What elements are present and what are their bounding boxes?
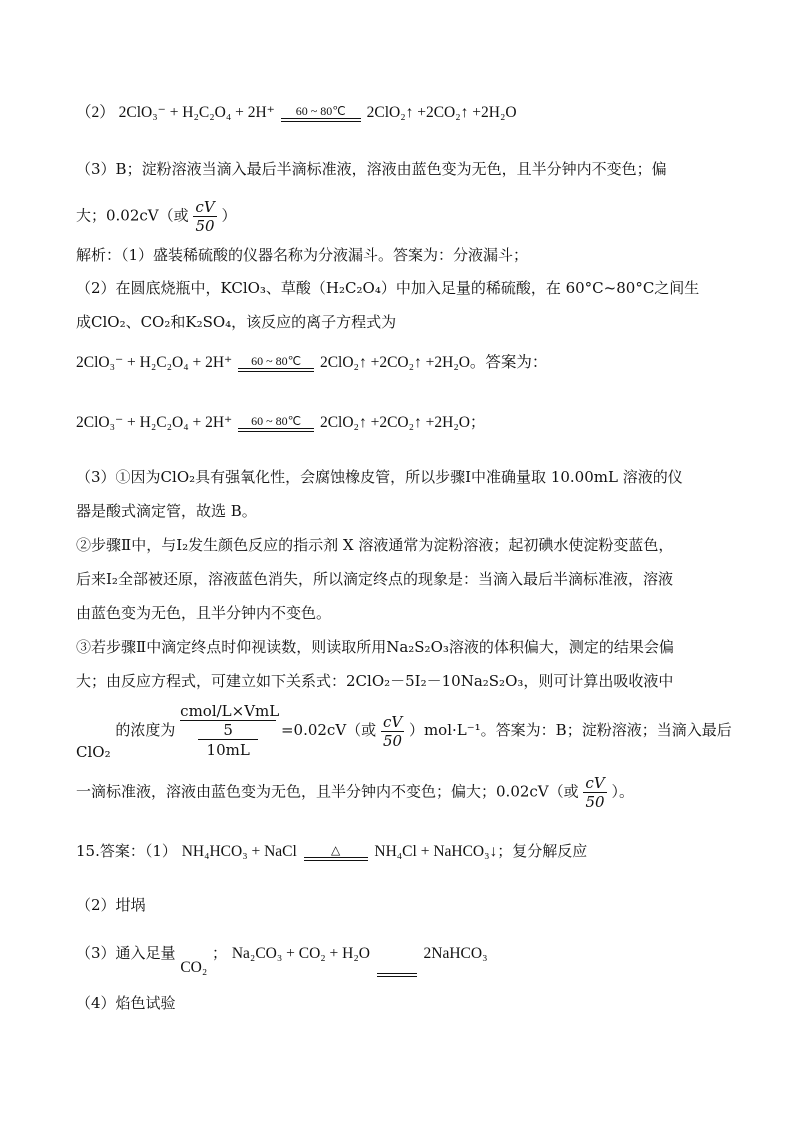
fraction: $\frac{cV}{50}$ [382, 712, 403, 750]
analysis-3-p1b: 器是酸式滴定管，故选 B。 [76, 502, 257, 520]
analysis-3-p3d: 一滴标准液，溶液由蓝色变为无色，且半分钟内不变色；偏大；0.02cV（或 $\frac{cV}{50}$ ）。 [76, 774, 634, 811]
analysis-2-line2: 成ClO₂、CO₂和K₂SO₄，该反应的离子方程式为 [76, 313, 397, 331]
analysis-3-p3c: ClO₂ 的浓度为 cmol/L×VmL 5 10mL =0.02cV（或 $\frac{cV}{50}$ ）mol·L⁻¹。答案为：B；淀粉溶液；当滴入最后 [76, 702, 732, 761]
equation-rhs: 2ClO₂↑ +2CO₂↑ +2H₂O [366, 104, 517, 121]
answer-15-2: （2）坩埚 [76, 896, 146, 914]
fraction: $\frac{cV}{50}$ [585, 774, 605, 811]
analysis-2-equation-2: 2ClO₃⁻ + H₂C₂O₄ + 2H⁺ 60 ~ 80℃ 2ClO₂↑ +2CO₂↑ +2H₂O； [76, 414, 486, 431]
analysis-3-p2c: 由蓝色变为无色，且半分钟内不变色。 [76, 604, 332, 622]
fraction: $\frac{cV}{50}$ [195, 198, 215, 235]
answer-2-equation [76, 100, 517, 122]
compound-fraction: cmol/L×VmL 5 10mL [180, 702, 280, 759]
analysis-3-p2: ②步骤Ⅱ中，与I₂发生颜色反应的指示剂 X 溶液通常为淀粉溶液；起初碘水使淀粉变蓝色， [76, 536, 674, 554]
reaction-condition: 60 ~ 80℃ [281, 105, 361, 122]
equals-sign [377, 960, 417, 977]
analysis-3-p1: （3）①因为ClO₂具有强氧化性，会腐蚀橡皮管，所以步骤Ⅰ中准确量取 10.00mL 溶液的仪 [76, 468, 683, 486]
equation-lhs: 2ClO₃⁻ + H₂C₂O₄ + 2H⁺ [118, 104, 275, 121]
analysis-1: 解析：（1）盛装稀硫酸的仪器名称为分液漏斗。答案为：分液漏斗； [76, 246, 529, 264]
reaction-condition: 60 ~ 80℃ [238, 355, 314, 372]
answer-15-3: （3）通入足量 CO₂ ； Na₂CO₃ + CO₂ + H₂O 2NaHCO₃ [76, 944, 488, 976]
heat-condition: △ [304, 844, 368, 861]
analysis-3-p3b: 大；由反应方程式，可建立如下关系式：2ClO₂－5I₂－10Na₂S₂O₃，则可计算出吸收液中 [76, 672, 674, 690]
analysis-2-equation-1: 2ClO₃⁻ + H₂C₂O₄ + 2H⁺ 60 ~ 80℃ 2ClO₂↑ +2CO₂↑ +2H₂O。答案为： [76, 354, 548, 371]
analysis-3-p3: ③若步骤Ⅱ中滴定终点时仰视读数，则读取所用Na₂S₂O₃溶液的体积偏大，测定的结果会偏 [76, 638, 674, 656]
analysis-2-line1: （2）在圆底烧瓶中，KClO₃、草酸（H₂C₂O₄）中加入足量的稀硫酸，在 60°C~80°C之间生 [76, 279, 700, 297]
analysis-3-p2b: 后来I₂全部被还原，溶液蓝色消失，所以滴定终点的现象是：当滴入最后半滴标准液，溶液 [76, 570, 673, 588]
answer-3-line1: （3）B；淀粉溶液当滴入最后半滴标准液，溶液由蓝色变为无色，且半分钟内不变色；偏 [76, 160, 667, 178]
answer-15-1: 15.答案：（1） NH₄HCO₃ + NaCl △ NH₄Cl + NaHCO₃↓；复分解反应 [76, 842, 588, 860]
answer-3-line2: 大；0.02cV（或 $\frac{cV}{50}$ ） [76, 198, 237, 235]
answer-2-label: （2） [76, 104, 115, 121]
answer-15-4: （4）焰色试验 [76, 994, 176, 1012]
reaction-condition: 60 ~ 80℃ [238, 415, 314, 432]
